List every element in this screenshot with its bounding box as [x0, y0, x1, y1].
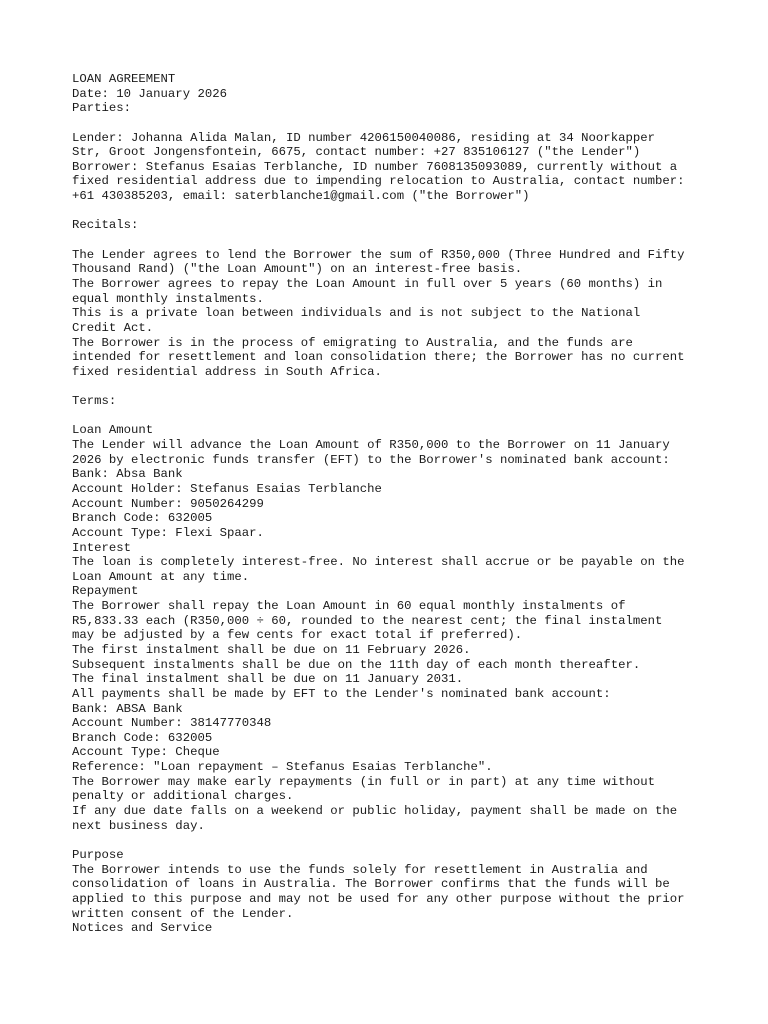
recital-line: intended for resettlement and loan consolidation there; the Borrower has no current: [72, 350, 685, 365]
purpose-line: consolidation of loans in Australia. The Borrower confirms that the funds will be: [72, 877, 670, 892]
repayment-line: The Borrower shall repay the Loan Amount in 60 equal monthly instalments of: [72, 599, 626, 614]
section-heading: Interest: [72, 540, 132, 555]
lender-account-type: Account Type: Cheque: [72, 745, 220, 760]
borrower-line: fixed residential address due to impending relocation to Australia, contact number:: [72, 174, 685, 189]
recital-line: The Borrower agrees to repay the Loan Amount in full over 5 years (60 months) in: [72, 276, 663, 291]
repayment-line: Subsequent instalments shall be due on the 11th day of each month thereafter.: [72, 657, 641, 672]
purpose-line: written consent of the Lender.: [72, 906, 294, 921]
purpose-line: applied to this purpose and may not be used for any other purpose without the prior: [72, 891, 685, 906]
repayment-line: penalty or additional charges.: [72, 789, 294, 804]
recital-line: This is a private loan between individuals and is not subject to the National: [72, 306, 641, 321]
lender-details: [72, 131, 712, 160]
loan-agreement-document: [72, 72, 712, 936]
interest-section: [72, 541, 712, 585]
borrower-details: [72, 160, 712, 204]
recital-line: The Borrower is in the process of emigrating to Australia, and the funds are: [72, 335, 633, 350]
interest-line: The loan is completely interest-free. No interest shall accrue or be payable on the: [72, 555, 685, 570]
recital-line: Thousand Rand) ("the Loan Amount") on an interest-free basis.: [72, 262, 523, 277]
spacer: [72, 116, 712, 131]
repayment-line: The first instalment shall be due on 11 February 2026.: [72, 642, 471, 657]
purpose-section: [72, 848, 712, 921]
repayment-line: R5,833.33 each (R350,000 ÷ 60, rounded to the nearest cent; the final instalment: [72, 613, 663, 628]
recitals-section: [72, 248, 712, 380]
spacer: [72, 409, 712, 424]
recital-line: The Lender agrees to lend the Borrower the sum of R350,000 (Three Hundred and Fifty: [72, 247, 685, 262]
repayment-line: All payments shall be made by EFT to the Lender's nominated bank account:: [72, 686, 611, 701]
loan-amount-line: 2026 by electronic funds transfer (EFT) to the Borrower's nominated bank account:: [72, 452, 670, 467]
borrower-branch-code: Branch Code: 632005: [72, 511, 213, 526]
lender-branch-code: Branch Code: 632005: [72, 730, 213, 745]
borrower-line: +61 430385203, email: saterblanche1@gmail.com ("the Borrower"): [72, 189, 530, 204]
repayment-section: [72, 584, 712, 833]
recital-line: fixed residential address in South Africa.: [72, 364, 382, 379]
repayment-line: The Borrower may make early repayments (in full or in part) at any time without: [72, 774, 655, 789]
repayment-line: may be adjusted by a few cents for exact total if preferred).: [72, 628, 523, 643]
recital-line: Credit Act.: [72, 320, 154, 335]
lender-account-number: Account Number: 38147770348: [72, 716, 272, 731]
section-heading: Repayment: [72, 584, 139, 599]
purpose-line: The Borrower intends to use the funds solely for resettlement in Australia and: [72, 862, 648, 877]
terms-heading: Terms:: [72, 394, 117, 409]
lender-bank-name: Bank: ABSA Bank: [72, 701, 183, 716]
borrower-account-number: Account Number: 9050264299: [72, 496, 264, 511]
loan-amount-line: The Lender will advance the Loan Amount of R350,000 to the Borrower on 11 January: [72, 438, 670, 453]
spacer: [72, 833, 712, 848]
loan-amount-section: [72, 423, 712, 540]
spacer: [72, 233, 712, 248]
recitals-heading: Recitals:: [72, 218, 139, 233]
borrower-account-holder: Account Holder: Stefanus Esaias Terblanche: [72, 481, 382, 496]
borrower-line: Borrower: Stefanus Esaias Terblanche, ID number 7608135093089, currently without a: [72, 159, 678, 174]
document-title: LOAN AGREEMENT: [72, 72, 176, 86]
payment-reference: Reference: "Loan repayment – Stefanus Esaias Terblanche".: [72, 760, 493, 775]
repayment-line: If any due date falls on a weekend or public holiday, payment shall be made on the: [72, 804, 678, 819]
recital-line: equal monthly instalments.: [72, 291, 264, 306]
repayment-line: next business day.: [72, 818, 205, 833]
document-date: Date: 10 January 2026: [72, 86, 227, 101]
repayment-line: The final instalment shall be due on 11 January 2031.: [72, 672, 464, 687]
spacer: [72, 379, 712, 394]
interest-line: Loan Amount at any time.: [72, 569, 250, 584]
parties-heading: Parties:: [72, 101, 132, 116]
borrower-bank-name: Bank: Absa Bank: [72, 467, 183, 482]
lender-line: Lender: Johanna Alida Malan, ID number 4206150040086, residing at 34 Noorkapper: [72, 130, 655, 145]
section-heading: Purpose: [72, 847, 124, 862]
notices-heading: Notices and Service: [72, 921, 213, 936]
spacer: [72, 204, 712, 219]
borrower-account-type: Account Type: Flexi Spaar.: [72, 525, 264, 540]
lender-line: Str, Groot Jongensfontein, 6675, contact number: +27 835106127 ("the Lender"): [72, 145, 641, 160]
section-heading: Loan Amount: [72, 423, 154, 438]
